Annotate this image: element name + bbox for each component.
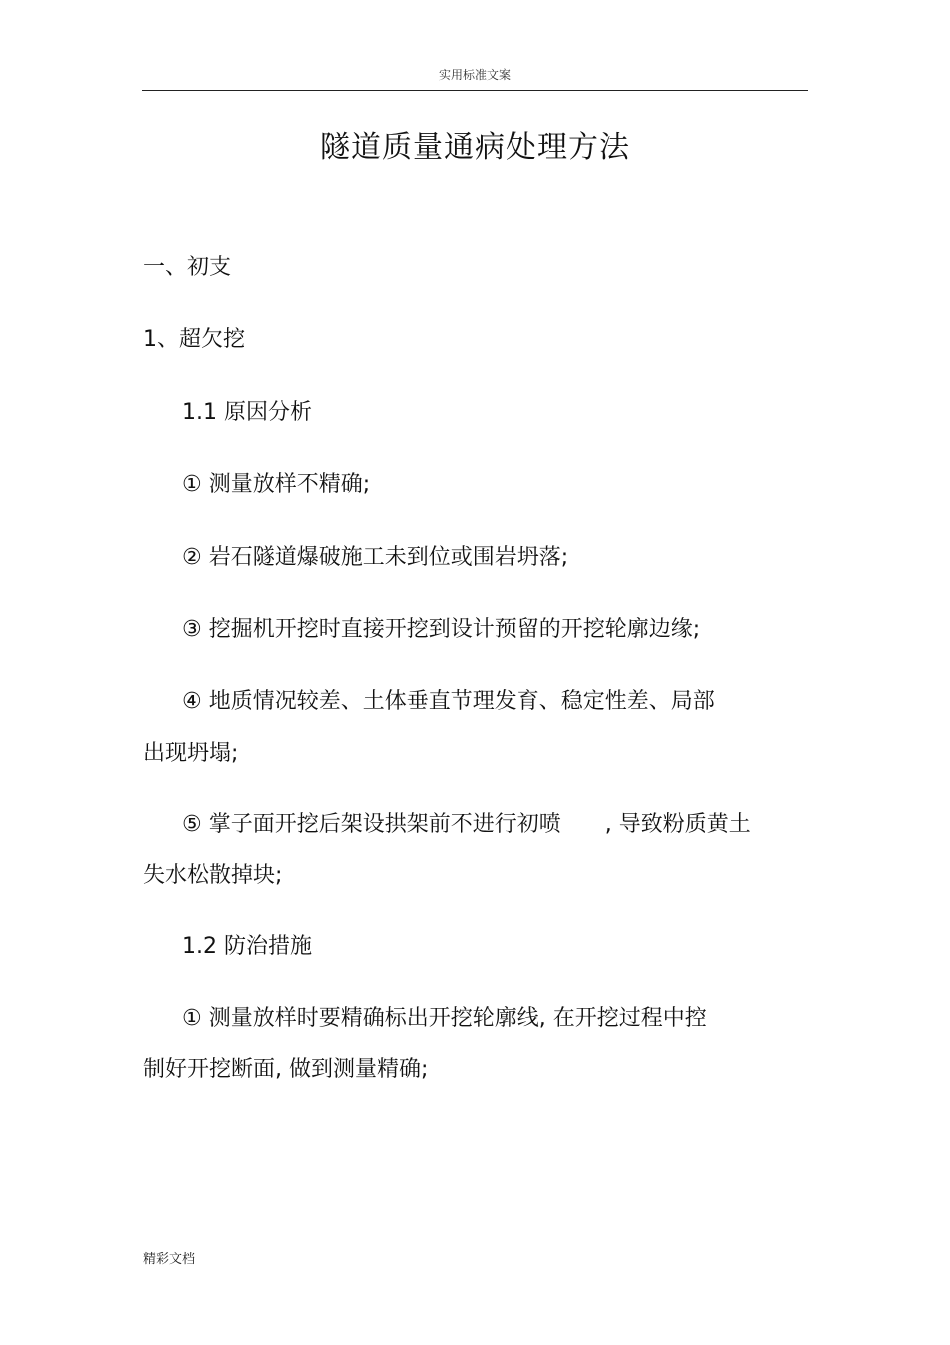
document-title: 隧道质量通病处理方法 <box>320 130 630 165</box>
subsection-heading-cause: 1.1 原因分析 <box>182 400 312 425</box>
item-heading: 1、超欠挖 <box>143 327 245 352</box>
page-footer: 精彩文档 <box>143 1252 196 1267</box>
measure-item-1-line1: ① 测量放样时要精确标出开挖轮廓线, 在开挖过程中控 <box>182 1006 707 1031</box>
cause-item-3: ③ 挖掘机开挖时直接开挖到设计预留的开挖轮廓边缘; <box>182 617 701 642</box>
cause-item-4-line1: ④ 地质情况较差、土体垂直节理发育、稳定性差、局部 <box>182 689 715 714</box>
page-header: 实用标准文案 <box>438 68 511 82</box>
cause-item-5-line2: 失水松散掉块; <box>143 863 283 888</box>
measure-item-1-line2: 制好开挖断面, 做到测量精确; <box>143 1057 429 1082</box>
header-divider <box>142 90 808 91</box>
cause-item-1: ① 测量放样不精确; <box>182 472 371 497</box>
cause-item-4-line2: 出现坍塌; <box>143 741 239 766</box>
cause-item-2: ② 岩石隧道爆破施工未到位或围岩坍落; <box>182 545 569 570</box>
section-heading: 一、初支 <box>143 255 232 280</box>
subsection-heading-measures: 1.2 防治措施 <box>182 934 312 959</box>
cause-item-5-line1: ⑤ 掌子面开挖后架设拱架前不进行初喷 , 导致粉质黄土 <box>182 812 751 837</box>
